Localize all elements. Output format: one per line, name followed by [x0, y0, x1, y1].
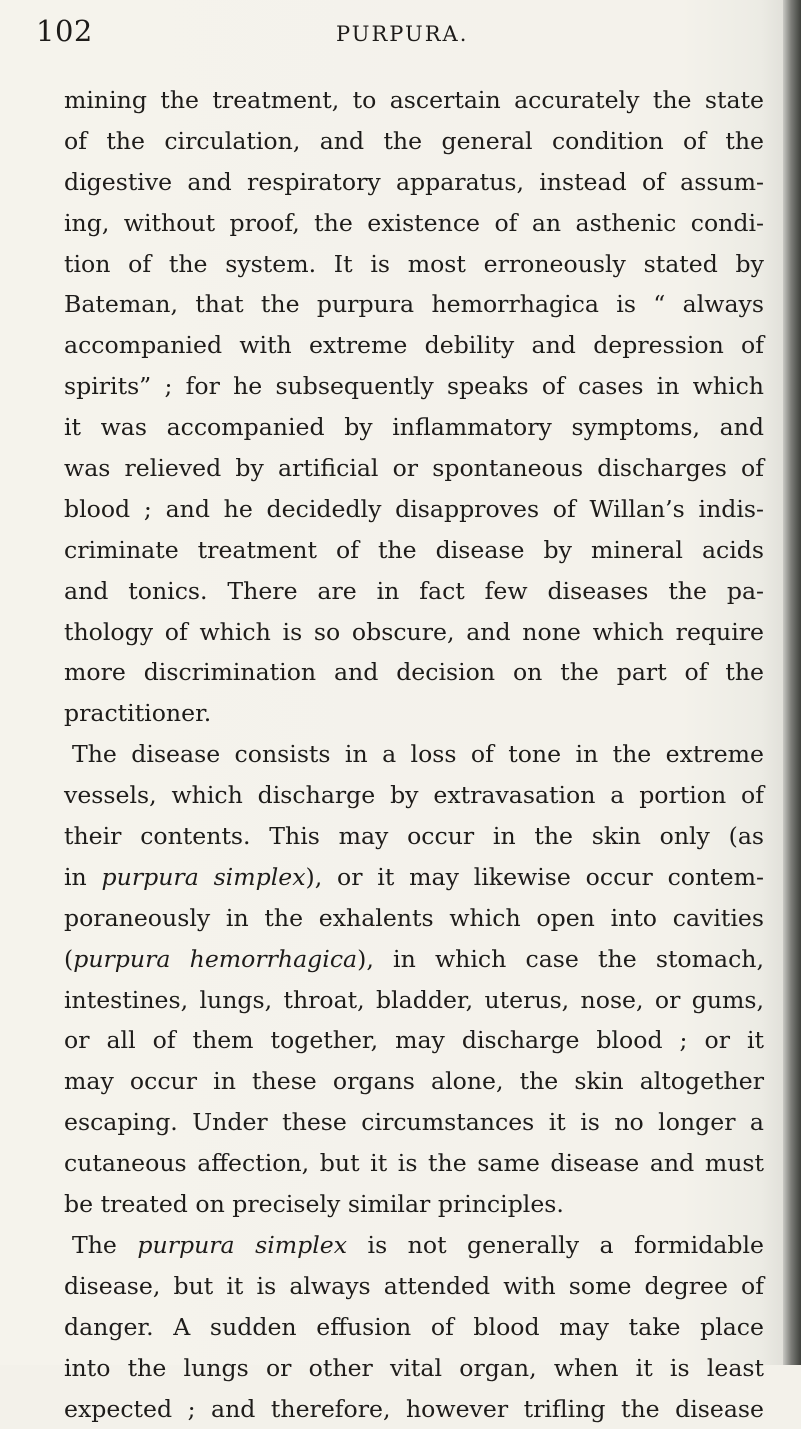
text-line: spirits” ; for he subsequently speaks of cases in which — [64, 366, 764, 407]
text-line: mining the treatment, to ascertain accurately the state — [64, 80, 764, 121]
text-line: was relieved by artificial or spontaneous discharges of — [64, 448, 764, 489]
text-line: intestines, lungs, throat, bladder, uterus, nose, or gums, — [64, 980, 764, 1021]
page-edge-shadow — [783, 0, 801, 1365]
text-line: ing, without proof, the existence of an asthenic condi- — [64, 203, 764, 244]
body-text — [64, 80, 764, 1429]
text-line: their contents. This may occur in the skin only (as — [64, 816, 764, 857]
italic-term: purpura simplex — [137, 1231, 347, 1259]
text-line: into the lungs or other vital organ, when it is least — [64, 1348, 764, 1389]
text-line: and tonics. There are in fact few diseases the pa- — [64, 571, 764, 612]
text-line: disease, but it is always attended with some degree of — [64, 1266, 764, 1307]
text-line: Bateman, that the purpura hemorrhagica is “ always — [64, 284, 764, 325]
running-head: PURPURA. — [336, 22, 468, 46]
text-line: digestive and respiratory apparatus, instead of assum- — [64, 162, 764, 203]
text-line: accompanied with extreme debility and depression of — [64, 325, 764, 366]
italic-term: purpura hemorrhagica — [73, 945, 357, 973]
text-line: it was accompanied by inflammatory symptoms, and — [64, 407, 764, 448]
paragraph-start-line: The disease consists in a loss of tone in the extreme — [64, 734, 764, 775]
text-line: (purpura hemorrhagica), in which case the stomach, — [64, 939, 764, 980]
text-line: expected ; and therefore, however trifling the disease — [64, 1389, 764, 1429]
text-line: or all of them together, may discharge blood ; or it — [64, 1020, 764, 1061]
text-line: poraneously in the exhalents which open into cavities — [64, 898, 764, 939]
text-line: criminate treatment of the disease by mineral acids — [64, 530, 764, 571]
text-line: more discrimination and decision on the part of the — [64, 652, 764, 693]
paragraph-start-line: The purpura simplex is not generally a formidable — [64, 1225, 764, 1266]
text-line: blood ; and he decidedly disapproves of Willan’s indis- — [64, 489, 764, 530]
page-header — [36, 14, 761, 54]
text-line: danger. A sudden effusion of blood may take place — [64, 1307, 764, 1348]
page-number: 102 — [36, 14, 93, 48]
text-line: escaping. Under these circumstances it is no longer a — [64, 1102, 764, 1143]
text-line: vessels, which discharge by extravasation a portion of — [64, 775, 764, 816]
text-line: tion of the system. It is most erroneously stated by — [64, 244, 764, 285]
text-line: be treated on precisely similar principles. — [64, 1184, 764, 1225]
text-line: of the circulation, and the general condition of the — [64, 121, 764, 162]
text-line: cutaneous affection, but it is the same disease and must — [64, 1143, 764, 1184]
text-line: in purpura simplex), or it may likewise occur contem- — [64, 857, 764, 898]
text-line: thology of which is so obscure, and none which require — [64, 612, 764, 653]
text-line: may occur in these organs alone, the skin altogether — [64, 1061, 764, 1102]
text-line: practitioner. — [64, 693, 764, 734]
italic-term: purpura simplex — [102, 863, 306, 891]
